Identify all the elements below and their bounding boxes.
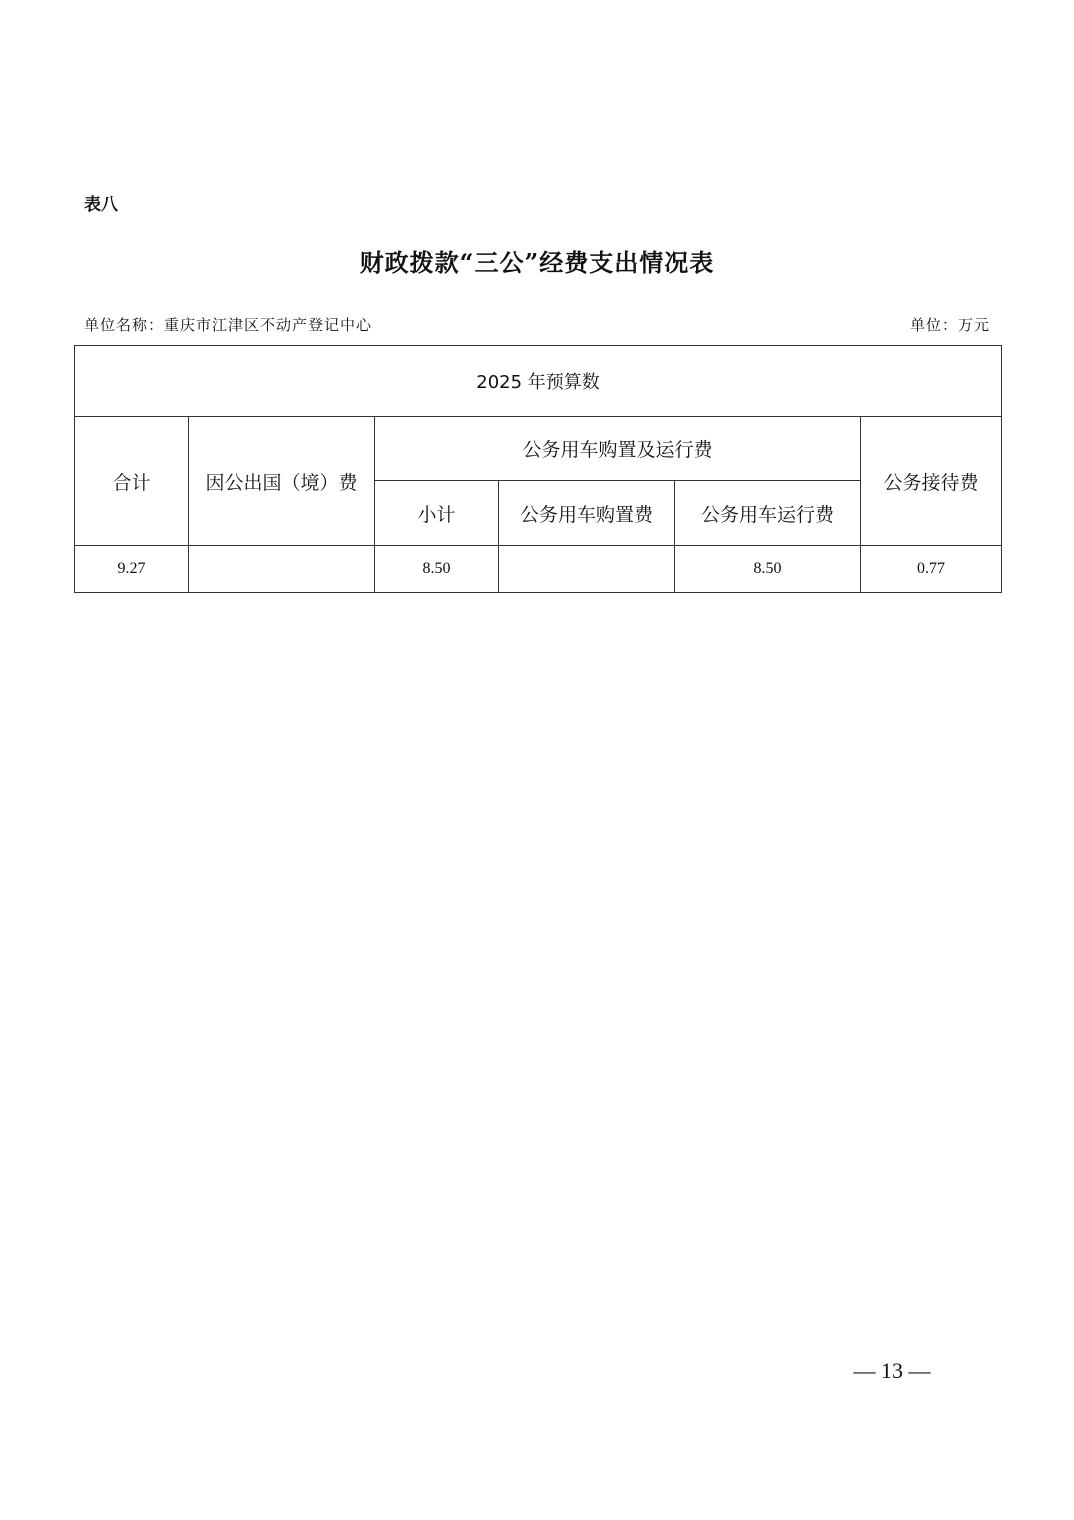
header-vehicle-group: 公务用车购置及运行费: [375, 417, 861, 481]
year-header: 2025 年预算数: [75, 346, 1002, 417]
header-total: 合计: [75, 417, 189, 546]
cell-total: 9.27: [75, 546, 189, 593]
year-header-row: [75, 346, 1002, 417]
header-reception: 公务接待费: [861, 417, 1002, 546]
cell-vehicle-purchase: [499, 546, 675, 593]
header-vehicle-purchase: 公务用车购置费: [499, 481, 675, 546]
header-overseas: 因公出国（境）费: [189, 417, 375, 546]
page-number: — 13 —: [853, 1358, 931, 1383]
header-row-1: [75, 417, 1002, 481]
unit-name: 单位名称：重庆市江津区不动产登记中心: [84, 316, 373, 334]
three-public-expenses-table: [74, 345, 1002, 593]
cell-reception: 0.77: [861, 546, 1002, 593]
page-title: 财政拨款“三公”经费支出情况表: [359, 248, 715, 277]
table-label: 表八: [84, 195, 118, 215]
table-row: [75, 546, 1002, 593]
cell-vehicle-operation: 8.50: [675, 546, 861, 593]
header-subtotal: 小计: [375, 481, 499, 546]
unit-measure: 单位：万元: [909, 316, 990, 334]
cell-overseas: [189, 546, 375, 593]
header-vehicle-operation: 公务用车运行费: [675, 481, 861, 546]
cell-subtotal: 8.50: [375, 546, 499, 593]
